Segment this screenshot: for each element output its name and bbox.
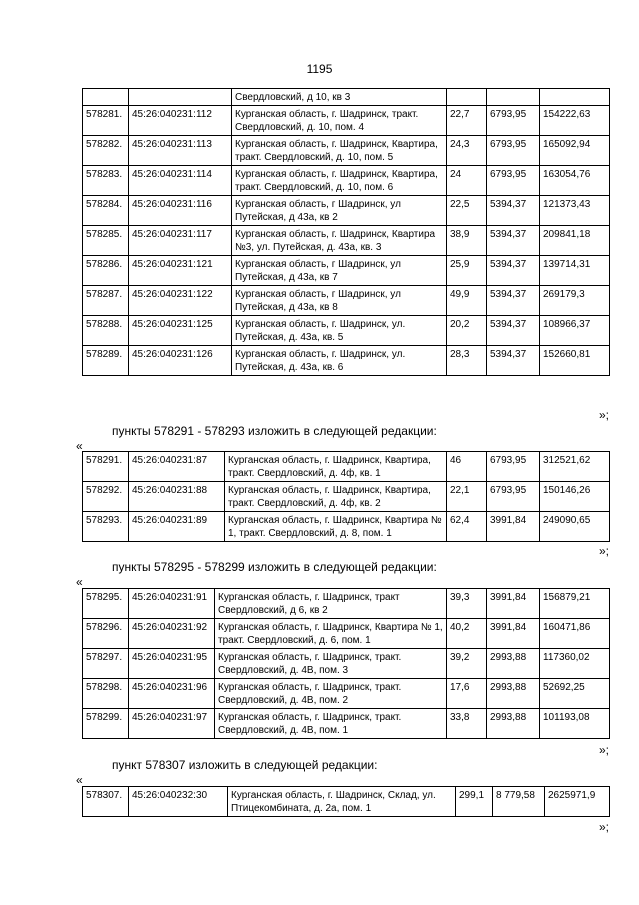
- address-cell: Курганская область, г. Шадринск, тракт. Свердловский, д. 10, пом. 4: [232, 106, 447, 136]
- cadastral-value-cell: 152660,81: [540, 346, 610, 376]
- address-cell: Курганская область, г. Шадринск, Квартира, тракт. Свердловский, д. 10, пом. 5: [232, 136, 447, 166]
- cadastral-number-cell: 45:26:040231:89: [129, 512, 225, 542]
- address-cell: Курганская область, г. Шадринск, Квартира № 1, тракт. Свердловский, д. 8, пом. 1: [225, 512, 447, 542]
- cadastral-value-cell: 101193,08: [540, 709, 610, 739]
- table-3: [82, 588, 610, 739]
- cadastral-value-cell: 52692,25: [540, 679, 610, 709]
- unit-value-cell: 2993,88: [487, 709, 540, 739]
- area-cell: 299,1: [456, 787, 493, 817]
- cadastral-value-cell: 163054,76: [540, 166, 610, 196]
- unit-value-cell: 5394,37: [487, 316, 540, 346]
- unit-value-cell: 2993,88: [487, 679, 540, 709]
- entry-number-cell: 578284.: [83, 196, 129, 226]
- address-cell: Курганская область, г. Шадринск, Квартира, тракт. Свердловский, д. 4ф, кв. 2: [225, 482, 447, 512]
- closing-quote-3: »;: [598, 743, 609, 757]
- area-cell: 39,3: [447, 589, 487, 619]
- closing-quote-4: »;: [598, 820, 609, 834]
- area-cell: 24,3: [447, 136, 487, 166]
- entry-number-cell: 578296.: [83, 619, 129, 649]
- area-cell: 22,5: [447, 196, 487, 226]
- area-cell: 28,3: [447, 346, 487, 376]
- cadastral-value-cell: [540, 89, 610, 106]
- table-row: [83, 286, 610, 316]
- address-cell: Курганская область, г Шадринск, ул Путейская, д 43а, кв 7: [232, 256, 447, 286]
- unit-value-cell: 5394,37: [487, 196, 540, 226]
- cadastral-number-cell: 45:26:040231:95: [129, 649, 215, 679]
- entry-number-cell: 578289.: [83, 346, 129, 376]
- area-cell: 17,6: [447, 679, 487, 709]
- table-2: [82, 451, 610, 542]
- entry-number-cell: [83, 89, 129, 106]
- instruction-2: пункты 578291 - 578293 изложить в следующей редакции:: [112, 424, 437, 438]
- table-row: [83, 196, 610, 226]
- cadastral-number-cell: 45:26:040231:91: [129, 589, 215, 619]
- table-row: [83, 89, 610, 106]
- table-row: [83, 589, 610, 619]
- entry-number-cell: 578287.: [83, 286, 129, 316]
- cadastral-value-cell: 312521,62: [540, 452, 610, 482]
- unit-value-cell: 5394,37: [487, 226, 540, 256]
- cadastral-value-cell: 209841,18: [540, 226, 610, 256]
- entry-number-cell: 578281.: [83, 106, 129, 136]
- area-cell: 46: [447, 452, 487, 482]
- address-cell: Курганская область, г. Шадринск, Квартира №3, ул. Путейская, д. 43а, кв. 3: [232, 226, 447, 256]
- cadastral-value-cell: 165092,94: [540, 136, 610, 166]
- area-cell: 20,2: [447, 316, 487, 346]
- table-row: [83, 452, 610, 482]
- area-cell: 24: [447, 166, 487, 196]
- cadastral-value-cell: 139714,31: [540, 256, 610, 286]
- unit-value-cell: 5394,37: [487, 256, 540, 286]
- cadastral-value-cell: 156879,21: [540, 589, 610, 619]
- closing-quote-1: »;: [598, 408, 609, 422]
- table-row: [83, 482, 610, 512]
- cadastral-number-cell: 45:26:040231:97: [129, 709, 215, 739]
- cadastral-value-cell: 269179,3: [540, 286, 610, 316]
- table-row: [83, 346, 610, 376]
- table-row: [83, 679, 610, 709]
- instruction-3: пункты 578295 - 578299 изложить в следующей редакции:: [112, 560, 437, 574]
- unit-value-cell: 8 779,58: [493, 787, 545, 817]
- instruction-4: пункт 578307 изложить в следующей редакции:: [112, 758, 378, 772]
- cadastral-number-cell: 45:26:040231:125: [129, 316, 232, 346]
- cadastral-number-cell: 45:26:040231:121: [129, 256, 232, 286]
- unit-value-cell: 6793,95: [487, 482, 540, 512]
- entry-number-cell: 578297.: [83, 649, 129, 679]
- address-cell: Курганская область, г. Шадринск, Квартира, тракт. Свердловский, д. 10, пом. 6: [232, 166, 447, 196]
- entry-number-cell: 578292.: [83, 482, 129, 512]
- address-cell: Курганская область, г Шадринск, ул Путейская, д 43а, кв 2: [232, 196, 447, 226]
- unit-value-cell: 6793,95: [487, 106, 540, 136]
- cadastral-number-cell: 45:26:040231:113: [129, 136, 232, 166]
- cadastral-value-cell: 154222,63: [540, 106, 610, 136]
- entry-number-cell: 578288.: [83, 316, 129, 346]
- cadastral-number-cell: 45:26:040231:87: [129, 452, 225, 482]
- area-cell: 25,9: [447, 256, 487, 286]
- cadastral-number-cell: [129, 89, 232, 106]
- address-cell: Курганская область, г. Шадринск, Склад, ул. Птицекомбината, д. 2а, пом. 1: [228, 787, 456, 817]
- address-cell: Курганская область, г. Шадринск, ул. Путейская, д. 43а, кв. 6: [232, 346, 447, 376]
- area-cell: 22,1: [447, 482, 487, 512]
- table-row: [83, 256, 610, 286]
- table-row: [83, 619, 610, 649]
- opening-quote-4: «: [76, 773, 83, 787]
- entry-number-cell: 578293.: [83, 512, 129, 542]
- unit-value-cell: 5394,37: [487, 286, 540, 316]
- area-cell: 39,2: [447, 649, 487, 679]
- entry-number-cell: 578291.: [83, 452, 129, 482]
- table-row: [83, 106, 610, 136]
- area-cell: 38,9: [447, 226, 487, 256]
- unit-value-cell: 2993,88: [487, 649, 540, 679]
- cadastral-number-cell: 45:26:040231:122: [129, 286, 232, 316]
- cadastral-number-cell: 45:26:040231:114: [129, 166, 232, 196]
- page-number: 1195: [306, 62, 333, 76]
- address-cell: Курганская область, г. Шадринск, тракт Свердловский, д 6, кв 2: [215, 589, 447, 619]
- address-cell: Курганская область, г. Шадринск, Квартира № 1, тракт. Свердловский, д. 6, пом. 1: [215, 619, 447, 649]
- table-row: [83, 512, 610, 542]
- opening-quote-2: «: [76, 439, 83, 453]
- cadastral-number-cell: 45:26:040231:116: [129, 196, 232, 226]
- address-cell: Курганская область, г. Шадринск, ул. Путейская, д. 43а, кв. 5: [232, 316, 447, 346]
- cadastral-number-cell: 45:26:040231:126: [129, 346, 232, 376]
- entry-number-cell: 578286.: [83, 256, 129, 286]
- area-cell: 22,7: [447, 106, 487, 136]
- table-row: [83, 316, 610, 346]
- unit-value-cell: 6793,95: [487, 136, 540, 166]
- table-4: [82, 786, 610, 817]
- unit-value-cell: 6793,95: [487, 452, 540, 482]
- entry-number-cell: 578282.: [83, 136, 129, 166]
- unit-value-cell: 6793,95: [487, 166, 540, 196]
- cadastral-value-cell: 108966,37: [540, 316, 610, 346]
- table-row: [83, 649, 610, 679]
- cadastral-number-cell: 45:26:040232:30: [129, 787, 228, 817]
- table-row: [83, 226, 610, 256]
- cadastral-value-cell: 150146,26: [540, 482, 610, 512]
- address-cell: Курганская область, г. Шадринск, Квартира, тракт. Свердловский, д. 4ф, кв. 1: [225, 452, 447, 482]
- entry-number-cell: 578285.: [83, 226, 129, 256]
- address-cell: Курганская область, г. Шадринск, тракт. Свердловский, д. 4В, пом. 2: [215, 679, 447, 709]
- entry-number-cell: 578299.: [83, 709, 129, 739]
- cadastral-number-cell: 45:26:040231:96: [129, 679, 215, 709]
- entry-number-cell: 578298.: [83, 679, 129, 709]
- entry-number-cell: 578283.: [83, 166, 129, 196]
- address-cell: Свердловский, д 10, кв 3: [232, 89, 447, 106]
- unit-value-cell: [487, 89, 540, 106]
- address-cell: Курганская область, г. Шадринск, тракт. Свердловский, д. 4В, пом. 1: [215, 709, 447, 739]
- entry-number-cell: 578295.: [83, 589, 129, 619]
- closing-quote-2: »;: [598, 544, 609, 558]
- unit-value-cell: 5394,37: [487, 346, 540, 376]
- cadastral-number-cell: 45:26:040231:117: [129, 226, 232, 256]
- area-cell: 49,9: [447, 286, 487, 316]
- area-cell: 62,4: [447, 512, 487, 542]
- unit-value-cell: 3991,84: [487, 589, 540, 619]
- unit-value-cell: 3991,84: [487, 619, 540, 649]
- cadastral-number-cell: 45:26:040231:88: [129, 482, 225, 512]
- cadastral-value-cell: 2625971,9: [545, 787, 610, 817]
- address-cell: Курганская область, г Шадринск, ул Путейская, д 43а, кв 8: [232, 286, 447, 316]
- unit-value-cell: 3991,84: [487, 512, 540, 542]
- area-cell: 40,2: [447, 619, 487, 649]
- area-cell: 33,8: [447, 709, 487, 739]
- cadastral-number-cell: 45:26:040231:112: [129, 106, 232, 136]
- entry-number-cell: 578307.: [83, 787, 129, 817]
- area-cell: [447, 89, 487, 106]
- table-row: [83, 709, 610, 739]
- table-row: [83, 166, 610, 196]
- cadastral-value-cell: 160471,86: [540, 619, 610, 649]
- table-row: [83, 136, 610, 166]
- opening-quote-3: «: [76, 575, 83, 589]
- cadastral-value-cell: 249090,65: [540, 512, 610, 542]
- cadastral-value-cell: 117360,02: [540, 649, 610, 679]
- address-cell: Курганская область, г. Шадринск, тракт. Свердловский, д. 4В, пом. 3: [215, 649, 447, 679]
- cadastral-number-cell: 45:26:040231:92: [129, 619, 215, 649]
- table-row: [83, 787, 610, 817]
- cadastral-value-cell: 121373,43: [540, 196, 610, 226]
- table-1: [82, 88, 610, 376]
